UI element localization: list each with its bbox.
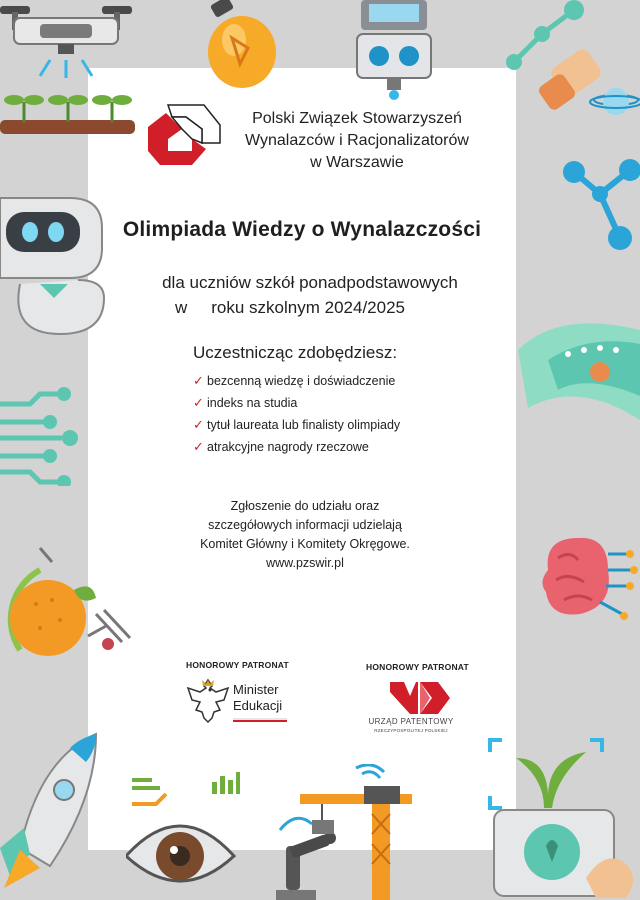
page-title: Olimpiada Wiedzy o Wynalazczości <box>122 218 482 241</box>
subtitle <box>120 270 500 320</box>
patent-office-logo <box>390 680 450 716</box>
benefits-list <box>193 370 400 458</box>
website-link[interactable]: www.pzswir.pl <box>266 556 344 570</box>
orange-icon <box>0 540 140 680</box>
organization-line-3: w Warszawie <box>310 154 404 171</box>
flag-bar <box>233 718 287 722</box>
patron-patent-office-name <box>356 717 466 735</box>
patron-label-minister: HONOROWY PATRONAT <box>186 660 289 670</box>
list-item-label: bezcenną wiedzę i doświadczenie <box>207 374 396 388</box>
checkmark-icon: ✓ <box>193 373 204 388</box>
list-item-label: indeks na studia <box>207 396 298 410</box>
circuit-icon <box>0 386 88 486</box>
patron-patent-office-line-2: RZECZYPOSPOLITEJ POLSKIEJ <box>374 728 448 733</box>
pzswir-logo <box>146 103 222 169</box>
planet-icon <box>580 82 640 122</box>
seedlings-icon <box>0 86 135 134</box>
eye-icon <box>126 776 236 900</box>
drone-icon <box>0 0 140 80</box>
checkmark-icon: ✓ <box>193 439 204 454</box>
polish-eagle-icon <box>186 678 230 724</box>
subtitle-line-2 <box>120 295 500 320</box>
checkmark-icon: ✓ <box>193 395 204 410</box>
lightbulb-icon <box>200 0 282 95</box>
benefits-heading: Uczestnicząc zdobędziesz: <box>193 343 398 362</box>
patron-label-patent-office: HONOROWY PATRONAT <box>366 662 469 672</box>
subtitle-line-2-text: roku szkolnym 2024/2025 <box>211 298 405 317</box>
subtitle-line-1: dla uczniów szkół ponadpodstawowych <box>162 273 458 292</box>
list-item-label: tytuł laureata lub finalisty olimpiady <box>207 418 401 432</box>
bar-chart-icon <box>210 772 240 794</box>
organization-line-2: Wynalazców i Racjonalizatorów <box>245 132 469 149</box>
patron-minister-line-2: Edukacji <box>233 698 283 713</box>
info-line-1: Zgłoszenie do udziału oraz <box>230 499 380 513</box>
patron-minister-name <box>233 682 282 714</box>
crane-icon <box>300 764 412 900</box>
patron-minister-line-1: Minister <box>233 682 279 697</box>
robot-head-icon <box>0 188 105 338</box>
checkmark-icon: ✓ <box>193 417 204 432</box>
list-item <box>193 370 400 392</box>
plant-tablet-icon <box>486 738 640 900</box>
list-item <box>193 414 400 436</box>
robot-icon <box>355 0 433 100</box>
rocket-icon <box>0 728 110 900</box>
organization-name <box>222 108 492 174</box>
patron-patent-office-line-1: URZĄD PATENTOWY <box>368 717 454 726</box>
list-item-label: atrakcyjne nagrody rzeczowe <box>207 440 369 454</box>
list-item <box>193 436 400 458</box>
molecule-icon <box>560 150 640 260</box>
info-text <box>140 497 470 573</box>
brain-icon <box>534 530 640 630</box>
organization-line-1: Polski Związek Stowarzyszeń <box>252 110 462 127</box>
list-item <box>193 392 400 414</box>
subtitle-line-2-prefix: w <box>174 298 188 317</box>
info-line-3: Komitet Główny i Komitety Okręgowe. <box>200 537 410 551</box>
info-line-2: szczegółowych informacji udzielają <box>208 518 402 532</box>
vr-headset-icon <box>508 310 640 430</box>
